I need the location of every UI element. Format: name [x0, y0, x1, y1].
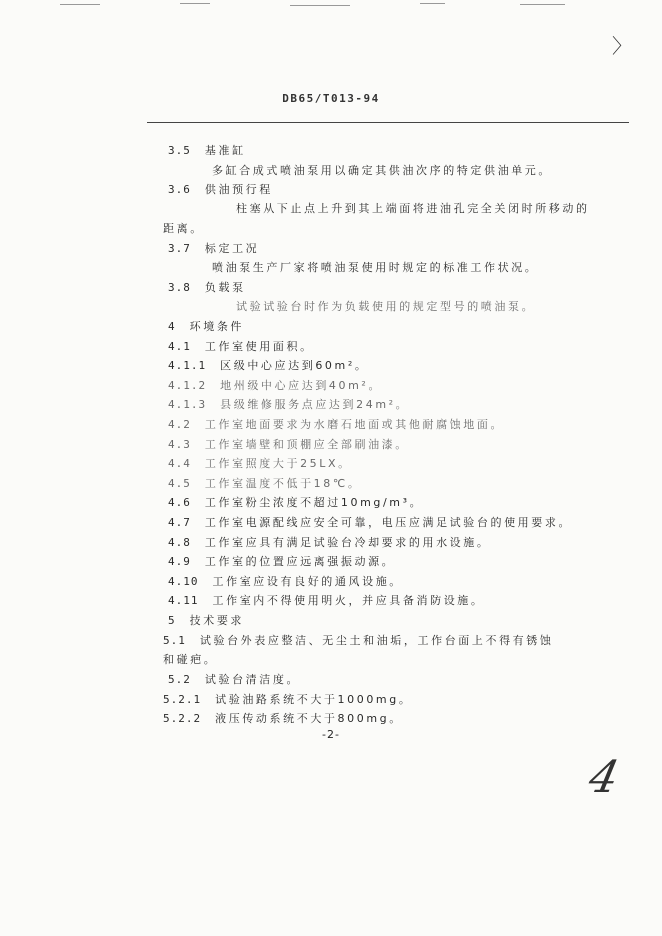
text-line — [212, 259, 538, 275]
clause-text: 试验台外表应整洁、无尘土和油垢，工作台面上不得有锈蚀 — [199, 634, 554, 647]
text-line — [168, 396, 409, 412]
clause-number: 4.11 — [168, 594, 199, 607]
text-line — [168, 181, 273, 197]
clause-text: 工作室使用面积。 — [204, 340, 314, 353]
clause-text: 工作室应设有良好的通风设施。 — [212, 575, 403, 588]
clause-number: 4.2 — [168, 418, 191, 431]
text-line — [168, 455, 352, 471]
clause-text: 工作室电源配线应安全可靠，电压应满足试验台的使用要求。 — [204, 516, 573, 529]
clause-number: 3.7 — [168, 242, 191, 255]
text-line — [163, 651, 217, 667]
clause-number: 4.5 — [168, 477, 191, 490]
clause-text: 液压传动系统不大于800mg。 — [215, 712, 403, 725]
clause-number: 4.4 — [168, 457, 191, 470]
text-line — [163, 632, 553, 648]
text-line — [168, 494, 423, 510]
text-line — [168, 592, 485, 608]
clause-text: 环境条件 — [189, 320, 245, 333]
clause-text: 和碰疤。 — [163, 653, 218, 666]
clause-text: 负载泵 — [204, 281, 246, 294]
clause-number: 4.7 — [168, 516, 191, 529]
text-line — [168, 475, 361, 491]
text-line — [168, 377, 382, 393]
clause-text: 区级中心应达到60m²。 — [220, 359, 369, 372]
clause-number: 5 — [168, 614, 176, 627]
clause-number: 4.1.2 — [168, 379, 207, 392]
text-line — [168, 338, 314, 354]
text-line — [236, 200, 590, 216]
clause-number: 3.6 — [168, 183, 191, 196]
clause-text: 标定工况 — [204, 242, 260, 255]
text-line — [168, 671, 300, 687]
clause-number: 5.2 — [168, 673, 191, 686]
clause-text: 县级维修服务点应达到24m²。 — [220, 398, 410, 411]
clause-number: 4.8 — [168, 536, 191, 549]
clause-text: 供油预行程 — [204, 183, 273, 196]
text-line — [163, 220, 204, 236]
text-line — [168, 279, 246, 295]
text-line — [168, 318, 244, 334]
clause-text: 工作室墙壁和顶棚应全部刷油漆。 — [204, 438, 409, 451]
text-line — [168, 553, 395, 569]
standard-code: DB65/T013-94 — [282, 92, 380, 105]
clause-number: 5.2.1 — [163, 693, 202, 706]
text-line — [168, 240, 259, 256]
page-number: -2- — [322, 728, 340, 741]
clause-number: 4.9 — [168, 555, 191, 568]
text-line — [212, 162, 552, 178]
clause-text: 工作室应具有满足试验台冷却要求的用水设施。 — [204, 536, 491, 549]
clause-number: 5.2.2 — [163, 712, 202, 725]
clause-number: 4.3 — [168, 438, 191, 451]
text-line — [168, 612, 244, 628]
text-line — [236, 298, 535, 314]
clause-text: 工作室温度不低于18℃。 — [204, 477, 362, 490]
clause-text: 工作室照度大于25LX。 — [204, 457, 352, 470]
clause-number: 4.1 — [168, 340, 191, 353]
text-line — [168, 357, 368, 373]
scan-top-edge — [0, 0, 662, 12]
clause-text: 喷油泵生产厂家将喷油泵使用时规定的标准工作状况。 — [212, 261, 539, 274]
text-line — [168, 534, 490, 550]
clause-number: 3.8 — [168, 281, 191, 294]
text-line — [168, 436, 409, 452]
clause-number: 4 — [168, 320, 176, 333]
clause-text: 工作室粉尘浓度不超过10mg/m³。 — [204, 496, 424, 509]
handwritten-page-number: 4 — [584, 752, 624, 803]
clause-number: 4.6 — [168, 496, 191, 509]
clause-text: 基准缸 — [204, 144, 246, 157]
text-line — [168, 514, 572, 530]
text-line — [168, 142, 246, 158]
text-line — [163, 710, 403, 726]
clause-number: 4.1.1 — [168, 359, 207, 372]
clause-text: 多缸合成式喷油泵用以确定其供油次序的特定供油单元。 — [212, 164, 552, 177]
clause-text: 柱塞从下止点上升到其上端面将进油孔完全关闭时所移动的 — [236, 202, 590, 215]
clause-number: 4.1.3 — [168, 398, 207, 411]
clause-number: 4.10 — [168, 575, 199, 588]
clause-number: 5.1 — [163, 634, 186, 647]
clause-text: 地州级中心应达到40m²。 — [220, 379, 383, 392]
clause-text: 工作室的位置应远离强振动源。 — [204, 555, 396, 568]
clause-text: 距离。 — [163, 222, 204, 235]
header-rule — [147, 122, 629, 123]
clause-text: 工作室内不得使用明火，并应具备消防设施。 — [212, 594, 485, 607]
clause-text: 试验台清洁度。 — [204, 673, 301, 686]
text-line — [168, 573, 403, 589]
clause-text: 工作室地面要求为水磨石地面或其他耐腐蚀地面。 — [204, 418, 505, 431]
text-line — [168, 416, 504, 432]
text-line — [163, 691, 412, 707]
clause-text: 技术要求 — [189, 614, 245, 627]
clause-text: 试验油路系统不大于1000mg。 — [215, 693, 413, 706]
corner-mark: 〉 — [612, 34, 632, 58]
clause-text: 试验试验台时作为负载使用的规定型号的喷油泵。 — [236, 300, 536, 313]
clause-number: 3.5 — [168, 144, 191, 157]
